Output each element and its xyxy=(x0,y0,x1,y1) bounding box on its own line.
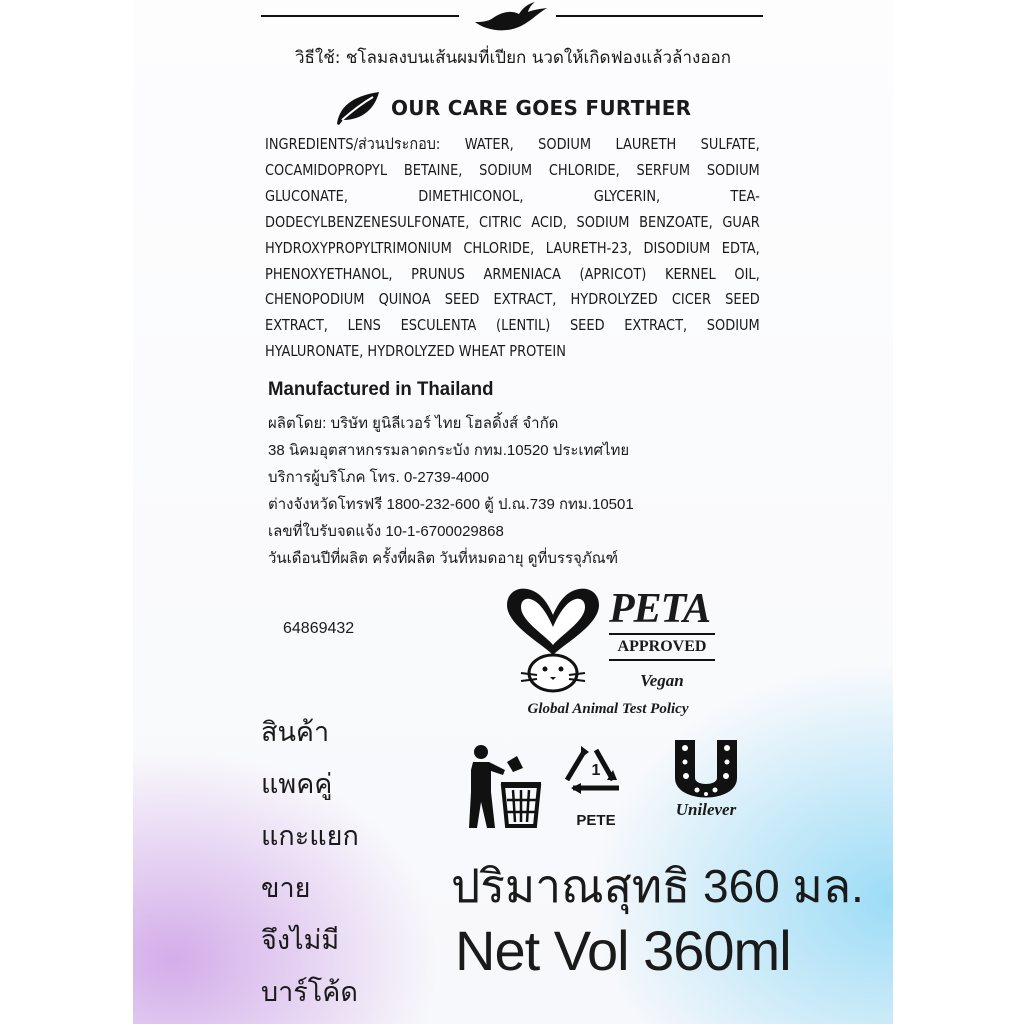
divider-right xyxy=(556,15,763,17)
no-barcode-line: สินค้า xyxy=(261,717,330,747)
bunny-heart-icon xyxy=(501,585,605,697)
recycle-symbol xyxy=(561,744,631,834)
product-code: 64869432 xyxy=(283,620,355,637)
address-line: 38 นิคมอุตสาหกรรมลาดกระบัง กทม.10520 ประเทศไทย xyxy=(268,442,630,459)
care-tagline xyxy=(333,90,691,126)
peta-policy: Global Animal Test Policy xyxy=(527,701,689,717)
product-label xyxy=(133,0,893,1024)
peta-title: PETA xyxy=(609,586,711,632)
tidy-man-icon xyxy=(465,744,545,830)
tagline-text: OUR CARE GOES FURTHER xyxy=(391,96,692,120)
peta-vegan: Vegan xyxy=(640,671,684,690)
registration-line: เลขที่ใบรับจดแจ้ง 10-1-6700029868 xyxy=(268,523,504,540)
pete-label: PETE xyxy=(576,812,616,829)
toll-free-line: ต่างจังหวัดโทรฟรี 1800-232-600 ตู้ ป.ณ.739 กทม.10501 xyxy=(268,496,634,513)
how-to-use-text: วิธีใช้: ชโลมลงบนเส้นผมที่เปียก นวดให้เกิดฟองแล้วล้างออก xyxy=(294,48,732,68)
no-barcode-line: แพคคู่ xyxy=(261,769,333,799)
unilever-u-icon xyxy=(661,738,751,802)
no-barcode-line: จึงไม่มี xyxy=(261,925,340,955)
date-info-line: วันเดือนปีที่ผลิต ครั้งที่ผลิต วันที่หมดอายุ ดูที่บรรจุภัณฑ์ xyxy=(268,550,619,567)
leaf-icon xyxy=(333,90,381,126)
recycle-number: 1 xyxy=(591,762,601,779)
manufacturer-line: ผลิตโดย: บริษัท ยูนิลีเวอร์ ไทย โฮลดิ้งส์ จำกัด xyxy=(268,415,559,432)
peta-approved: APPROVED xyxy=(609,633,715,661)
brand-name: Unilever xyxy=(675,800,737,819)
manufactured-title: Manufactured in Thailand xyxy=(268,379,494,400)
net-volume-thai: ปริมาณสุทธิ 360 มล. xyxy=(451,860,864,912)
divider-left xyxy=(261,15,459,17)
unilever-logo xyxy=(661,738,751,838)
dove-logo-icon xyxy=(471,0,551,36)
no-barcode-line: แกะแยกขาย xyxy=(261,821,359,903)
no-barcode-line: บาร์โค้ด xyxy=(261,977,358,1007)
net-volume-english: Net Vol 360ml xyxy=(455,919,791,982)
ingredients-list: INGREDIENTS/ส่วนประกอบ: WATER, SODIUM LAURETH SULFATE, COCAMIDOPROPYL BETAINE, SODIUM CHLORIDE, SERFUM SODIUM GLUCONATE, DIMETHICONOL, GLYCERIN, TEA-DODECYLBENZENESULFONATE, CITRIC ACID, SODIUM BENZOATE, GUAR HYDROXYPROPYLTRIMONIUM CHLORIDE, LAURETH-23, DISODIUM EDTA, PHENOXYETHANOL, PRUNUS ARMENIACA (APRICOT) KERNEL OIL, CHENOPODIUM QUINOA SEED EXTRACT, HYDROLYZED CICER SEED EXTRACT, LENS ESCULENTA (LENTIL) SEED EXTRACT, SODIUM HYALURONATE, HYDROLYZED WHEAT PROTEIN xyxy=(265,135,760,361)
consumer-service-line: บริการผู้บริโภค โทร. 0-2739-4000 xyxy=(268,469,490,486)
no-barcode-notice xyxy=(261,706,401,1018)
